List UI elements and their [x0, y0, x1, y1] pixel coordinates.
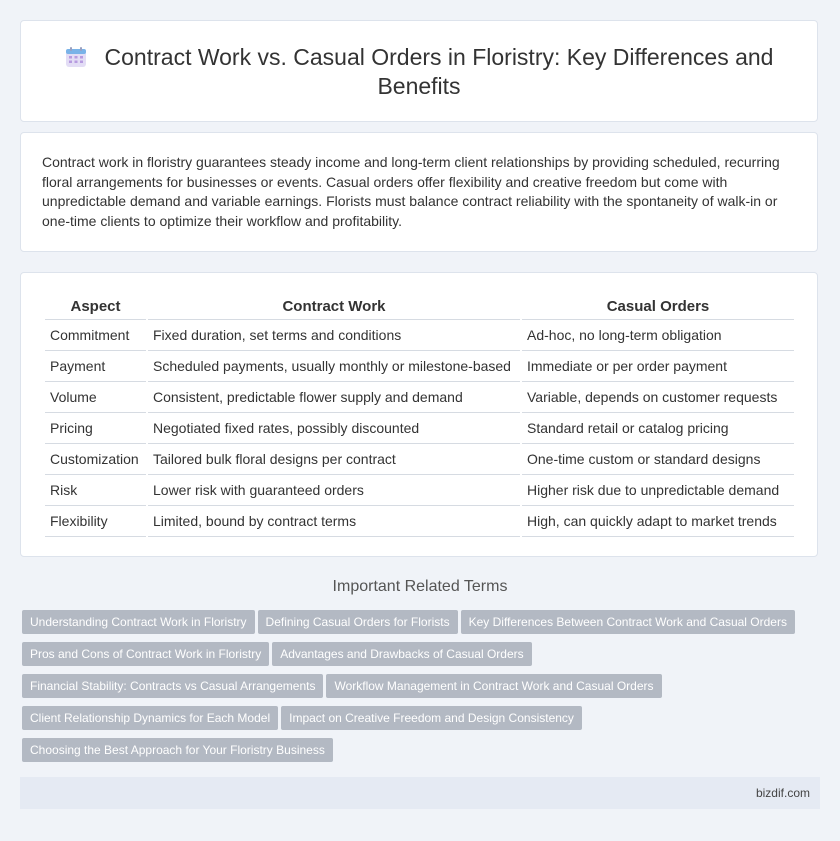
table-cell: Commitment: [45, 320, 146, 351]
table-cell: High, can quickly adapt to market trends: [522, 506, 794, 537]
table-cell: Immediate or per order payment: [522, 351, 794, 382]
related-tag[interactable]: Defining Casual Orders for Florists: [258, 610, 458, 634]
calendar-icon: [65, 46, 87, 68]
table-row: [45, 475, 794, 506]
table-cell: Higher risk due to unpredictable demand: [522, 475, 794, 506]
related-terms-title: Important Related Terms: [332, 578, 508, 595]
related-tag[interactable]: Client Relationship Dynamics for Each Model: [22, 706, 278, 730]
related-tag[interactable]: Understanding Contract Work in Floristry: [22, 610, 255, 634]
table-cell: One-time custom or standard designs: [522, 444, 794, 475]
table-row: [45, 444, 794, 475]
table-cell: Volume: [45, 382, 146, 413]
comparison-card: [20, 272, 818, 557]
related-tag[interactable]: Key Differences Between Contract Work and Casual Orders: [461, 610, 795, 634]
related-tag[interactable]: Pros and Cons of Contract Work in Floristry: [22, 642, 269, 666]
intro-paragraph: Contract work in floristry guarantees steady income and long-term client relationships by providing scheduled, recurring floral arrangements for businesses or events. Casual orders offer flexibility and creative freedom but come with unpredictable demand and variable earnings. Florists must balance contract reliability with the spontaneity of walk-in or one-time clients to optimize their workflow and profitability.: [42, 154, 780, 229]
header-contract-work: Contract Work: [148, 293, 520, 320]
table-row: [45, 382, 794, 413]
table-cell: Payment: [45, 351, 146, 382]
table-row: [45, 351, 794, 382]
table-cell: Negotiated fixed rates, possibly discounted: [148, 413, 520, 444]
table-row: [45, 413, 794, 444]
table-cell: Fixed duration, set terms and conditions: [148, 320, 520, 351]
table-cell: Lower risk with guaranteed orders: [148, 475, 520, 506]
table-row: [45, 320, 794, 351]
table-cell: Risk: [45, 475, 146, 506]
footer: [20, 777, 820, 809]
table-cell: Limited, bound by contract terms: [148, 506, 520, 537]
table-cell: Tailored bulk floral designs per contract: [148, 444, 520, 475]
header-casual-orders: Casual Orders: [522, 293, 794, 320]
table-cell: Ad-hoc, no long-term obligation: [522, 320, 794, 351]
table-cell: Scheduled payments, usually monthly or milestone-based: [148, 351, 520, 382]
table-cell: Consistent, predictable flower supply and demand: [148, 382, 520, 413]
table-header-row: [45, 293, 794, 320]
table-cell: Pricing: [45, 413, 146, 444]
page-title-text: Contract Work vs. Casual Orders in Floristry: Key Differences and Benefits: [104, 44, 774, 99]
title-card: [20, 20, 818, 122]
table-cell: Variable, depends on customer requests: [522, 382, 794, 413]
related-tag[interactable]: Choosing the Best Approach for Your Floristry Business: [22, 738, 333, 762]
related-tag[interactable]: Financial Stability: Contracts vs Casual Arrangements: [22, 674, 323, 698]
table-row: [45, 506, 794, 537]
comparison-table: [43, 293, 796, 537]
intro-card: [20, 132, 818, 252]
related-tag[interactable]: Impact on Creative Freedom and Design Consistency: [281, 706, 582, 730]
page-title: [51, 43, 787, 101]
related-terms-tags: [22, 610, 812, 770]
header-aspect: Aspect: [45, 293, 146, 320]
table-cell: Standard retail or catalog pricing: [522, 413, 794, 444]
table-cell: Customization: [45, 444, 146, 475]
related-tag[interactable]: Advantages and Drawbacks of Casual Orders: [272, 642, 531, 666]
footer-site-link[interactable]: bizdif.com: [755, 786, 810, 800]
table-cell: Flexibility: [45, 506, 146, 537]
related-tag[interactable]: Workflow Management in Contract Work and Casual Orders: [326, 674, 661, 698]
